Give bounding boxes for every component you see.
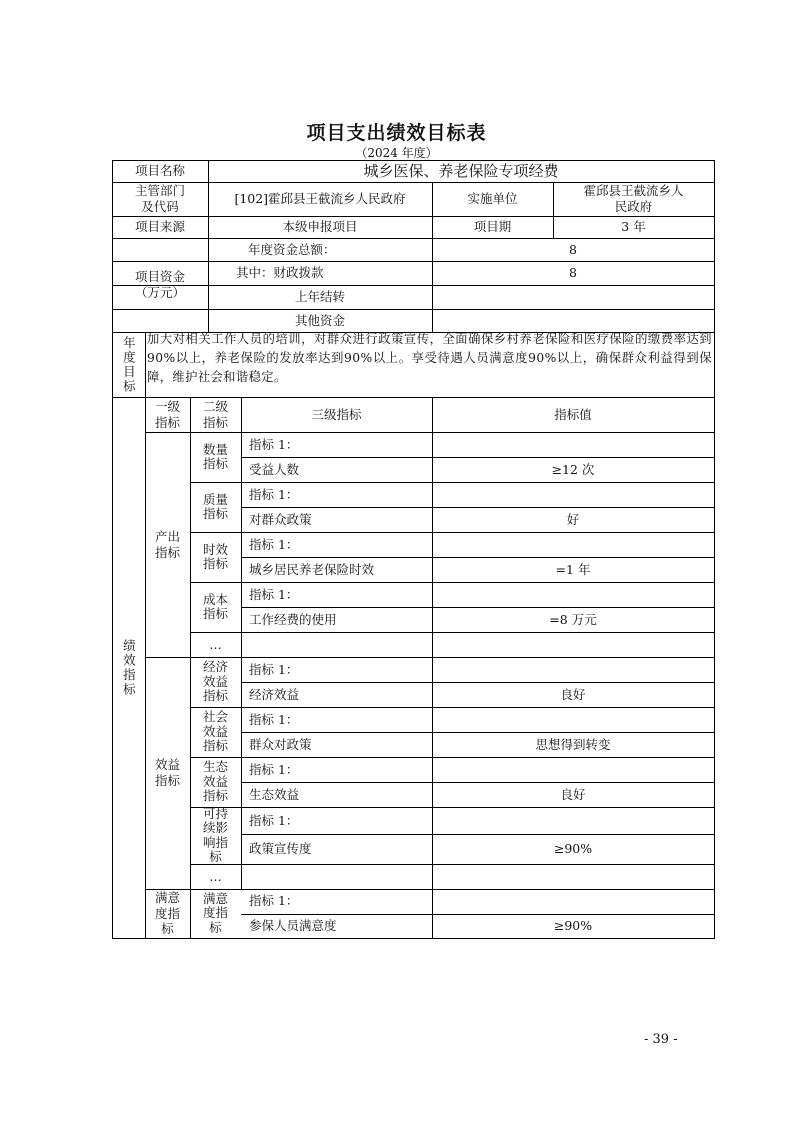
- table-rule: [145, 657, 715, 658]
- indicator-value: ≥12 次: [551, 461, 595, 477]
- indicator-level2: 时效 指标: [202, 541, 228, 571]
- impl-label: 实施单位: [467, 191, 518, 207]
- indicator-value: =8 万元: [549, 611, 597, 627]
- dept-value: [102]霍邱县王截流乡人民政府: [234, 191, 406, 207]
- perf-indicator-label: 绩效指标: [121, 638, 137, 697]
- impl-value: 霍邱县王截流乡人 民政府: [583, 183, 684, 214]
- funds-row-value: [432, 309, 714, 332]
- project-name-value: 城乡医保、养老保险专项经费: [363, 161, 559, 180]
- indicator-level3-heading: 指标 1：: [249, 536, 299, 552]
- indicator-level2: 经济 效益 指标: [202, 659, 228, 704]
- indicator-level3-heading: 指标 1：: [249, 586, 299, 602]
- project-name-label: 项目名称: [134, 163, 185, 179]
- indicator-level2: 成本 指标: [202, 591, 228, 621]
- table-rule: [190, 864, 715, 865]
- col-header-level3: 三级指标: [311, 406, 362, 422]
- page-number: - 39 -: [644, 1032, 678, 1047]
- indicator-level3-heading: 指标 1：: [249, 661, 299, 677]
- table-rule: [145, 332, 146, 397]
- table-rule: [190, 632, 715, 633]
- indicator-level3-name: 参保人员满意度: [249, 917, 337, 933]
- funds-row-value: 8: [569, 265, 577, 281]
- benefit-indicator-label: 效益 指标: [154, 757, 180, 788]
- table-rule: [145, 889, 715, 890]
- indicator-level2: 可持 续影 响指 标: [202, 805, 228, 864]
- source-label: 项目来源: [134, 219, 185, 235]
- indicator-value: 好: [566, 511, 580, 527]
- period-value: 3 年: [621, 219, 646, 235]
- funds-label: 项目资金 （万元）: [134, 269, 185, 300]
- indicator-level3-name: 群众对政策: [249, 736, 312, 752]
- funds-row-label: 其他资金: [294, 312, 345, 328]
- annual-goal-text: 加大对相关工作人员的培训，对群众进行政策宣传，全面确保乡村养老保险和医疗保险的缴费率达到90%以上，养老保险的发放率达到90%以上。享受待遇人员满意度90%以上，确保群众利益得到保障，维护社会和谐稳定。: [147, 332, 712, 384]
- indicator-level2: 质量 指标: [202, 491, 228, 521]
- col-header-level1: 一级 指标: [154, 398, 180, 430]
- col-header-level2: 二级 指标: [202, 398, 228, 430]
- indicator-value: ≥90%: [553, 841, 593, 857]
- funds-row-label: 其中：财政拨款: [236, 265, 324, 281]
- period-label: 项目期: [473, 219, 512, 235]
- indicator-level2: 满意 度指 标: [202, 890, 228, 935]
- source-value: 本级申报项目: [282, 219, 358, 235]
- indicator-level3-heading: 指标 1：: [249, 893, 299, 909]
- indicator-level3-name: 生态效益: [249, 786, 300, 802]
- indicator-value: 良好: [560, 786, 586, 802]
- indicator-level3-name: 工作经费的使用: [249, 611, 337, 627]
- dept-label: 主管部门 及代码: [134, 183, 185, 214]
- indicator-level2: 数量 指标: [202, 441, 228, 471]
- document-subtitle: （2024 年度）: [355, 146, 438, 160]
- indicator-level3-heading: 指标 1：: [249, 761, 299, 777]
- indicator-value: 良好: [560, 686, 586, 702]
- ellipsis-row: …: [209, 636, 222, 652]
- funds-row-value: [432, 285, 714, 309]
- indicator-level3-name: 经济效益: [249, 686, 300, 702]
- indicator-level3-name: 对群众政策: [249, 511, 312, 527]
- indicator-level3-heading: 指标 1：: [249, 436, 299, 452]
- indicator-level3-name: 受益人数: [249, 461, 300, 477]
- indicator-level3-heading: 指标 1：: [249, 711, 299, 727]
- output-indicator-label: 产出 指标: [154, 528, 180, 560]
- indicator-level3-name: 政策宣传度: [249, 841, 312, 857]
- indicator-value: =1 年: [555, 561, 591, 577]
- funds-row-label: 年度资金总额：: [248, 241, 336, 257]
- document-title: 项目支出绩效目标表: [306, 122, 487, 144]
- indicator-level3-heading: 指标 1：: [249, 486, 299, 502]
- table-rule: [112, 938, 715, 939]
- indicator-level2: 社会 效益 指标: [202, 709, 228, 754]
- indicator-level3-heading: 指标 1：: [249, 812, 299, 828]
- funds-row-value: 8: [569, 241, 577, 257]
- indicator-level2: 生态 效益 指标: [202, 759, 228, 804]
- table-rule: [714, 160, 715, 939]
- annual-goal-label: 年度目标: [121, 335, 137, 394]
- indicator-level3-name: 城乡居民养老保险时效: [249, 561, 375, 577]
- funds-row-label: 上年结转: [294, 289, 345, 305]
- indicator-value: ≥90%: [553, 917, 593, 933]
- satisfaction-indicator-label: 满意 度指 标: [154, 890, 180, 937]
- indicator-value: 思想得到转变: [535, 736, 611, 752]
- ellipsis-row: …: [209, 868, 222, 884]
- col-header-value: 指标值: [554, 406, 592, 422]
